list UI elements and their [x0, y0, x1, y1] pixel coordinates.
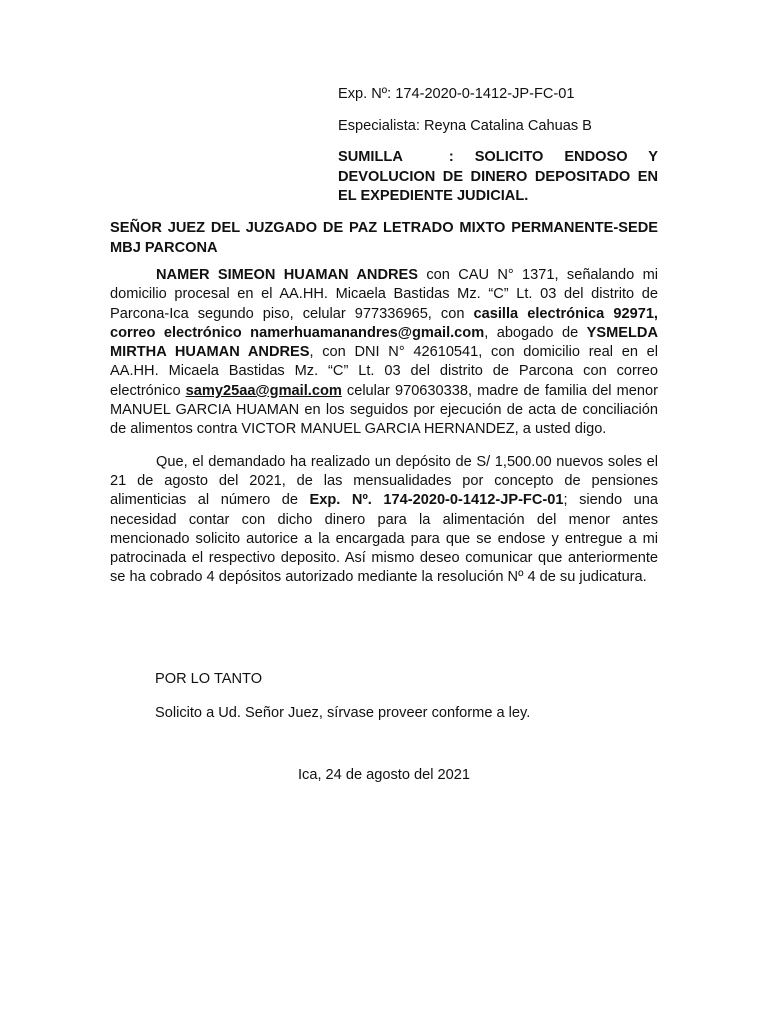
date-place-line: Ica, 24 de agosto del 2021: [297, 767, 471, 783]
addressee: SEÑOR JUEZ DEL JUZGADO DE PAZ LETRADO MIXTO PERMANENTE-SEDE MBJ PARCONA: [110, 220, 658, 256]
sumilla: [338, 148, 658, 207]
request-text-a: Que, el demandado ha realizado un depósito de S/ 1,500.00 nuevos soles el 21 de agosto del 2021, de las mensualidades por concepto de pensiones alimenticias al número de: [110, 453, 658, 509]
closing-request: Solicito a Ud. Señor Juez, sírvase proveer conforme a ley.: [155, 705, 531, 721]
client-name: YSMELDA MIRTHA HUAMAN ANDRES: [110, 324, 658, 361]
por-lo-tanto: POR LO TANTO: [155, 671, 263, 687]
intro-text-c: , con DNI N° 42610541, con domicilio real en el AA.HH. Micaela Bastidas Mz. “C” Lt. 03 del distrito de Parcona con correo electrónico: [110, 344, 659, 399]
paragraph-request: [110, 453, 658, 588]
sumilla-label: SUMILLA: [338, 149, 403, 165]
electronic-mailbox: casilla electrónica 92971, correo electrónico namerhuamanandres@gmail.com: [110, 305, 658, 341]
client-email: samy25aa@gmail.com: [185, 382, 342, 399]
intro-text-a: con CAU N° 1371, señalando mi domicilio procesal en el AA.HH. Micaela Bastidas Mz. “C” Lt. 03 del distrito de Parcona-Ica segundo piso, celular 977336965, con: [110, 267, 658, 322]
request-text-b: ; siendo una necesidad contar con dicho dinero para la alimentación del menor antes mencionado solicito autorice a la encargada para que se endose y entregue a mi patrocinada el respectivo deposito. Así mismo deseo comunicar que anteriormente se ha cobrado 4 depósitos autorizado mediante la resolución Nº 4 de su judicatura.: [110, 492, 658, 586]
closing-block: [155, 670, 655, 723]
lawyer-name: NAMER SIMEON HUAMAN ANDRES: [156, 267, 419, 283]
document-body: [110, 266, 658, 588]
intro-text-b: , abogado de: [484, 324, 587, 341]
intro-text-d: celular 970630338, madre de familia del menor MANUEL GARCIA HUAMAN en los seguidos por ejecución de acta de conciliación de alimentos contra VICTOR MANUEL GARCIA HERNANDEZ, a usted digo.: [110, 382, 658, 438]
sumilla-text: SOLICITO ENDOSO Y DEVOLUCION DE DINERO DEPOSITADO EN EL EXPEDIENTE JUDICIAL.: [338, 149, 658, 204]
sumilla-separator: :: [448, 149, 454, 165]
case-number: Exp. Nº: 174-2020-0-1412-JP-FC-01: [338, 86, 575, 102]
paragraph-introduction: [110, 266, 658, 440]
case-number-reference: Exp. Nº. 174-2020-0-1412-JP-FC-01: [309, 492, 564, 509]
case-header: [338, 85, 658, 207]
specialist-line: Especialista: Reyna Catalina Cahuas B: [338, 118, 592, 134]
